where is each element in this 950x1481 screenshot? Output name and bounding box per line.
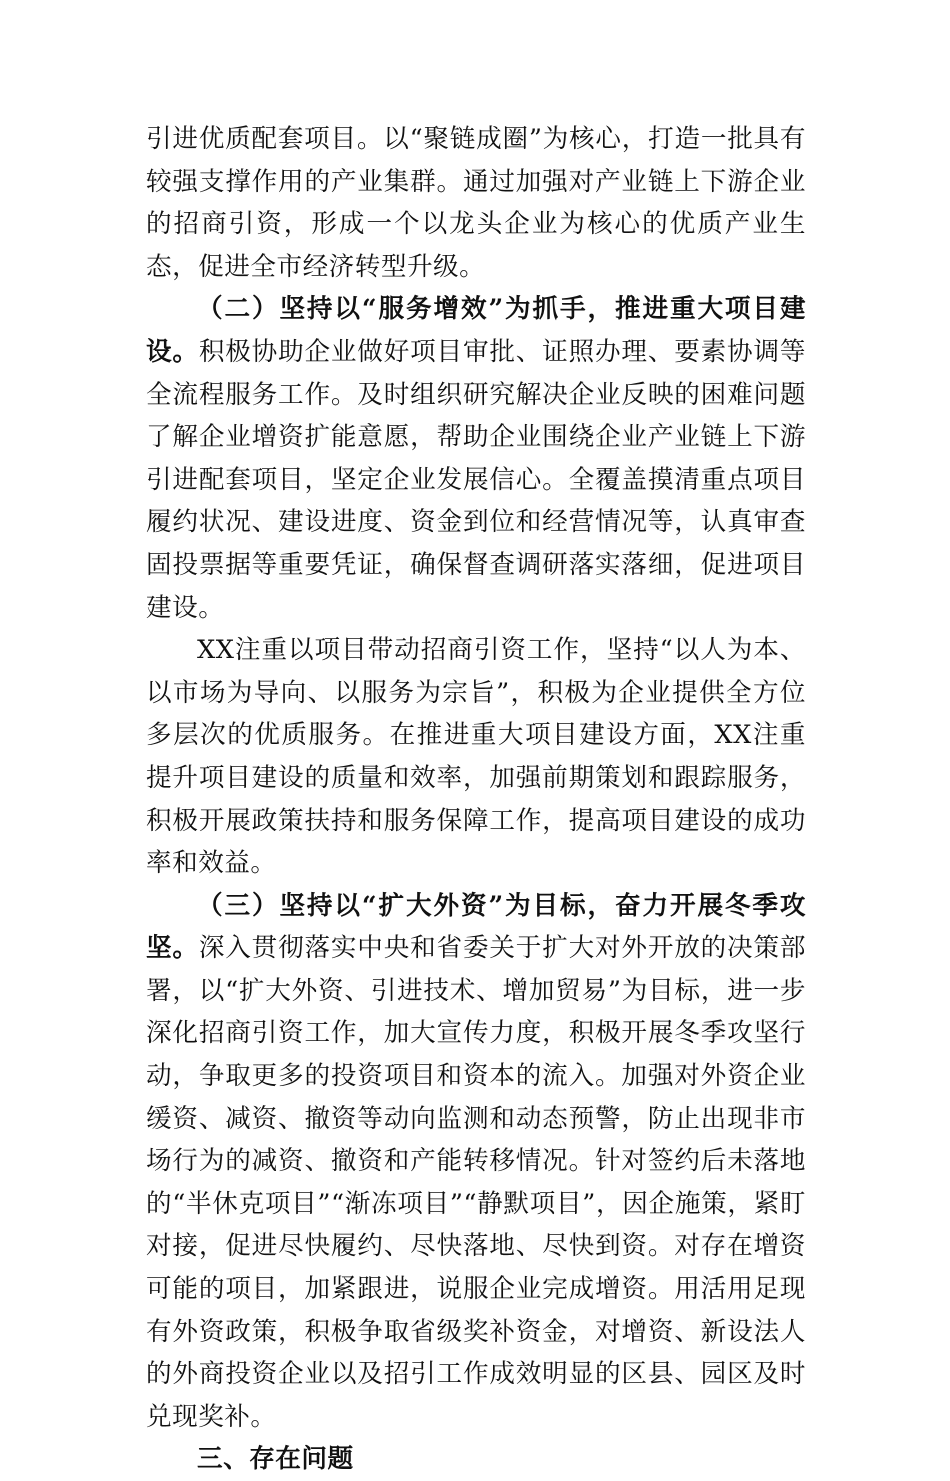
paragraph-section-2 (146, 288, 806, 629)
section-2-heading: （二）坚持以“服务增效”为抓手，推进重大项目建设。 (146, 294, 806, 367)
section-3-body: 深入贯彻落实中央和省委关于扩大对外开放的决策部署，以“扩大外资、引进技术、增加贸易”为目标，进一步深化招商引资工作，加大宣传力度，积极开展冬季攻坚行动，争取更多的投资项目和资本的流入。加强对外资企业缓资、减资、撤资等动向监测和动态预警，防止出现非市场行为的减资、撤资和产能转移情况。针对签约后未落地的“半休克项目”“渐冻项目”“静默项目”，因企施策，紧盯对接，促进尽快履约、尽快落地、尽快到资。对存在增资可能的项目，加紧跟进，说服企业完成增资。用活用足现有外资政策，积极争取省级奖补资金，对增资、新设法人的外商投资企业以及招引工作成效明显的区县、园区及时兑现奖补。 (146, 933, 806, 1432)
paragraph-xx-summary: XX注重以项目带动招商引资工作，坚持“以人为本、以市场为导向、以服务为宗旨”，积极为企业提供全方位多层次的优质服务。在推进重大项目建设方面，XX注重提升项目建设的质量和效率，加强前期策划和跟踪服务，积极开展政策扶持和服务保障工作，提高项目建设的成功率和效益。 (146, 635, 806, 879)
section-3-heading: （三）坚持以“扩大外资”为目标，奋力开展冬季攻坚。 (146, 890, 806, 964)
paragraph-continuation: 引进优质配套项目。以“聚链成圈”为核心，打造一批具有较强支撑作用的产业集群。通过加强对产业链上下游企业的招商引资，形成一个以龙头企业为核心的优质产业生态，促进全市经济转型升级。 (146, 124, 806, 282)
chapter-heading-problems: 三、存在问题 (197, 1444, 354, 1475)
document-page (146, 118, 806, 1481)
section-2-body: 积极协助企业做好项目审批、证照办理、要素协调等全流程服务工作。及时组织研究解决企业反映的困难问题了解企业增资扩能意愿，帮助企业围绕企业产业链上下游引进配套项目，坚定企业发展信心。全覆盖摸清重点项目履约状况、建设进度、资金到位和经营情况等，认真审查固投票据等重要凭证，确保督查调研落实落细，促进项目建设。 (146, 336, 806, 623)
paragraph-section-3 (146, 885, 806, 1439)
